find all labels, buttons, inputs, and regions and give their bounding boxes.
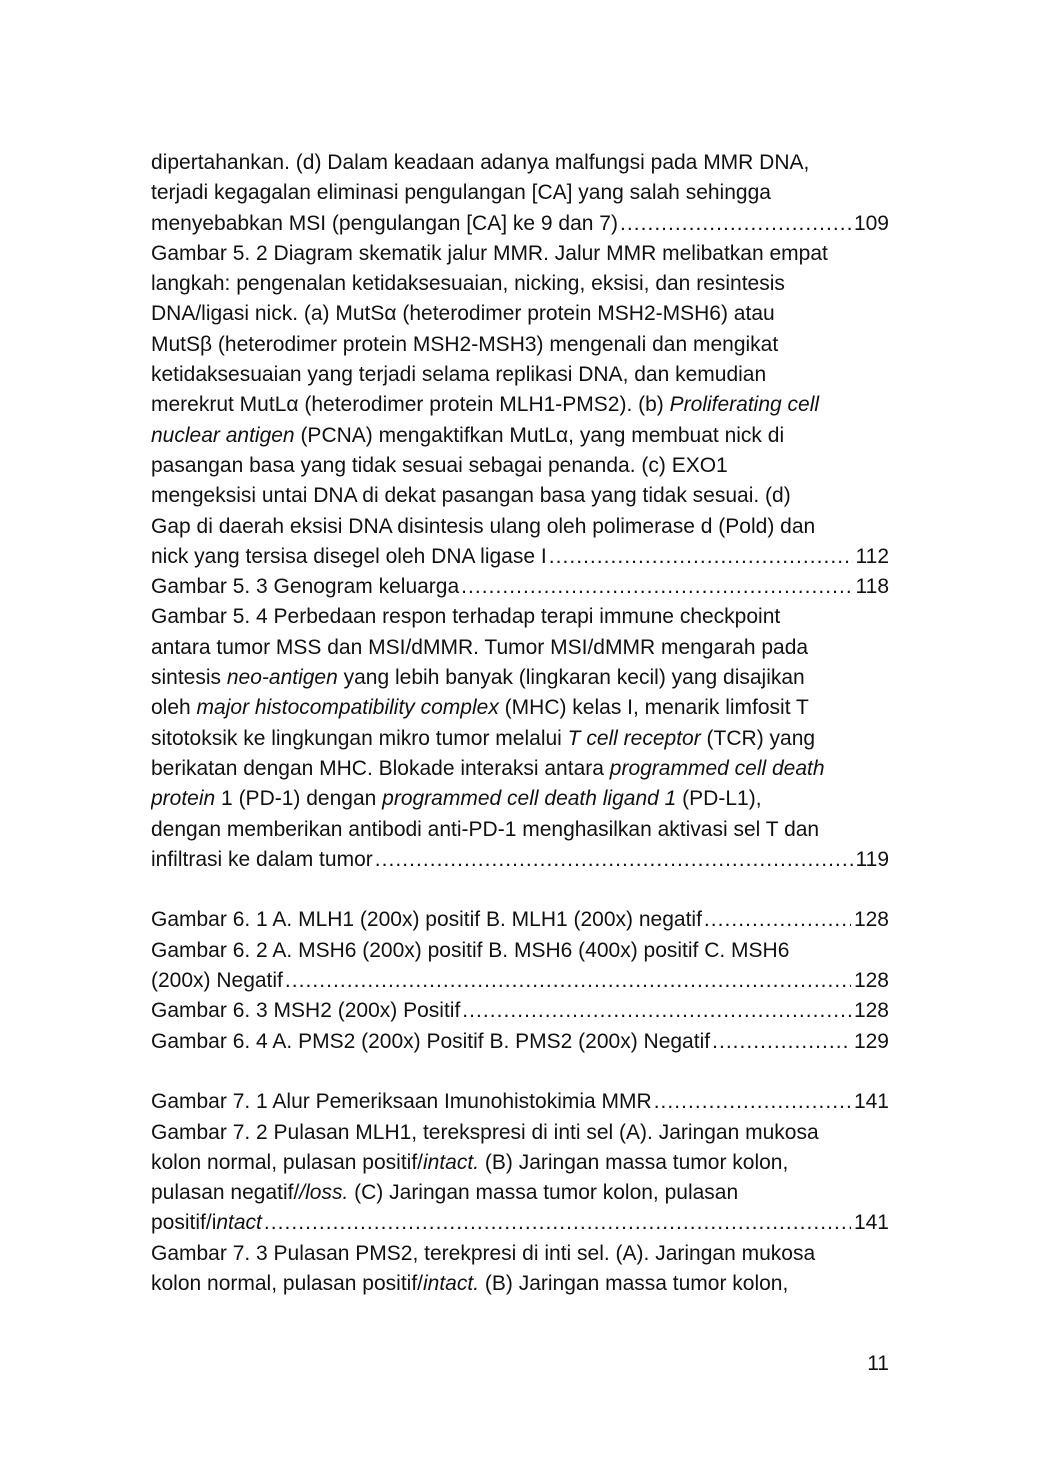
entry-text-line: ketidaksesuaian yang terjadi selama replikasi DNA, dan kemudian xyxy=(151,363,767,387)
entry-text-line: kolon normal, pulasan positif/intact. (B) Jaringan massa tumor kolon, xyxy=(151,1271,789,1295)
entry-text-line: langkah: pengenalan ketidaksesuaian, nicking, eksisi, dan resintesis xyxy=(151,272,785,296)
entry-leader-line xyxy=(151,572,889,602)
italic-term: protein xyxy=(151,787,216,811)
italic-term: Proliferating cell xyxy=(669,393,820,417)
entry-page-number: 128 xyxy=(853,969,889,993)
toc-entry[interactable] xyxy=(151,602,889,875)
dot-leader xyxy=(620,209,851,239)
toc-entry[interactable] xyxy=(151,239,889,572)
entry-text-line: pulasan negatif//loss. (C) Jaringan massa tumor kolon, pulasan xyxy=(151,1181,739,1205)
entry-page-number: 118 xyxy=(855,575,889,599)
italic-term: programmed cell death xyxy=(609,756,825,780)
entry-text-line: nuclear antigen (PCNA) mengaktifkan MutLα, yang membuat nick di xyxy=(151,423,785,447)
entry-text-line: Gambar 6. 2 A. MSH6 (200x) positif B. MSH6 (400x) positif C. MSH6 xyxy=(151,938,790,962)
toc-entry[interactable] xyxy=(151,572,889,602)
entry-text-line: protein 1 (PD-1) dengan programmed cell death ligand 1 (PD-L1), xyxy=(151,787,762,811)
entry-text: positif/intact xyxy=(151,1211,262,1235)
entry-text-line: oleh major histocompatibility complex (MHC) kelas I, menarik limfosit T xyxy=(151,696,809,720)
dot-leader xyxy=(285,966,851,996)
entry-text-line: Gap di daerah eksisi DNA disintesis ulang oleh polimerase d (Pold) dan xyxy=(151,514,816,538)
italic-term: /loss. xyxy=(299,1181,349,1205)
entry-page-number: 141 xyxy=(853,1090,889,1114)
entry-text-line: kolon normal, pulasan positif/intact. (B) Jaringan massa tumor kolon, xyxy=(151,1150,789,1174)
entry-text-line: dengan memberikan antibodi anti-PD-1 menghasilkan aktivasi sel T dan xyxy=(151,817,820,841)
entry-text-line: merekrut MutLα (heterodimer protein MLH1-PMS2). (b) Proliferating cell xyxy=(151,393,820,417)
toc-entry[interactable] xyxy=(151,936,889,997)
entry-text-line: Gambar 5. 4 Perbedaan respon terhadap terapi immune checkpoint xyxy=(151,605,781,629)
entry-text-line: Gambar 7. 2 Pulasan MLH1, terekspresi di inti sel (A). Jaringan mukosa xyxy=(151,1120,819,1144)
entry-text-line: terjadi kegagalan eliminasi pengulangan [CA] yang salah sehingga xyxy=(151,181,771,205)
entry-text: infiltrasi ke dalam tumor xyxy=(151,847,373,871)
entry-leader-line xyxy=(151,996,889,1026)
entry-text-line: sitotoksik ke lingkungan mikro tumor melalui T cell receptor (TCR) yang xyxy=(151,726,816,750)
dot-leader xyxy=(375,845,853,875)
entry-text: Gambar 7. 1 Alur Pemeriksaan Imunohistokimia MMR xyxy=(151,1090,652,1114)
italic-term: programmed cell death ligand 1 xyxy=(382,787,677,811)
toc-entry[interactable] xyxy=(151,1239,889,1300)
section-spacer xyxy=(151,1057,889,1087)
entry-page-number: 128 xyxy=(853,999,889,1023)
entry-text-line: DNA/ligasi nick. (a) MutSα (heterodimer protein MSH2-MSH6) atau xyxy=(151,302,775,326)
entry-leader-line xyxy=(151,845,889,875)
italic-term: ntact xyxy=(216,1211,262,1235)
toc-entry[interactable] xyxy=(151,148,889,239)
entry-text-line: dipertahankan. (d) Dalam keadaan adanya malfungsi pada MMR DNA, xyxy=(151,151,810,174)
entry-text: Gambar 5. 3 Genogram keluarga xyxy=(151,575,460,599)
page-number: 11 xyxy=(867,1352,889,1375)
italic-term: intact. xyxy=(423,1271,480,1295)
dot-leader xyxy=(462,996,851,1026)
italic-term: T cell receptor xyxy=(567,726,701,750)
italic-term: neo-antigen xyxy=(226,666,338,690)
entry-text-line: MutSβ (heterodimer protein MSH2-MSH3) mengenali dan mengikat xyxy=(151,332,779,356)
entry-text: Gambar 6. 1 A. MLH1 (200x) positif B. MLH1 (200x) negatif xyxy=(151,908,702,932)
italic-term: nuclear antigen xyxy=(151,423,295,447)
entry-text-line: Gambar 5. 2 Diagram skematik jalur MMR. Jalur MMR melibatkan empat xyxy=(151,241,828,265)
entry-page-number: 128 xyxy=(853,908,889,932)
entry-text: nick yang tersisa disegel oleh DNA ligase I xyxy=(151,544,547,568)
toc-entry[interactable] xyxy=(151,905,889,935)
toc-entry[interactable] xyxy=(151,1087,889,1117)
entry-leader-line xyxy=(151,542,889,572)
entry-text-line: Gambar 7. 3 Pulasan PMS2, terekpresi di inti sel. (A). Jaringan mukosa xyxy=(151,1241,816,1265)
entry-leader-line xyxy=(151,1027,889,1057)
table-of-figures xyxy=(151,148,889,1299)
entry-page-number: 141 xyxy=(853,1211,889,1235)
entry-page-number: 112 xyxy=(855,544,889,568)
entry-text-line: antara tumor MSS dan MSI/dMMR. Tumor MSI/dMMR mengarah pada xyxy=(151,635,809,659)
entry-leader-line xyxy=(151,966,889,996)
dot-leader xyxy=(654,1087,851,1117)
entry-page-number: 109 xyxy=(853,211,889,235)
entry-leader-line xyxy=(151,1087,889,1117)
entry-page-number: 119 xyxy=(855,847,889,871)
toc-entry[interactable] xyxy=(151,996,889,1026)
dot-leader xyxy=(704,905,851,935)
dot-leader xyxy=(461,572,852,602)
entry-text-line: berikatan dengan MHC. Blokade interaksi antara programmed cell death xyxy=(151,756,825,780)
toc-entry[interactable] xyxy=(151,1118,889,1239)
entry-page-number: 129 xyxy=(853,1029,889,1053)
italic-term: intact. xyxy=(423,1150,480,1174)
entry-leader-line xyxy=(151,905,889,935)
entry-leader-line xyxy=(151,1208,889,1238)
entry-text-line: pasangan basa yang tidak sesuai sebagai penanda. (c) EXO1 xyxy=(151,453,728,477)
entry-leader-line xyxy=(151,209,889,239)
entry-text: menyebabkan MSI (pengulangan [CA] ke 9 dan 7) xyxy=(151,211,618,235)
entry-text: Gambar 6. 4 A. PMS2 (200x) Positif B. PMS2 (200x) Negatif xyxy=(151,1029,711,1053)
toc-entry[interactable] xyxy=(151,1027,889,1057)
entry-text: (200x) Negatif xyxy=(151,969,283,993)
entry-text-line: sintesis neo-antigen yang lebih banyak (lingkaran kecil) yang disajikan xyxy=(151,666,805,690)
dot-leader xyxy=(549,542,853,572)
dot-leader xyxy=(712,1027,851,1057)
entry-text-line: mengeksisi untai DNA di dekat pasangan basa yang tidak sesuai. (d) xyxy=(151,484,791,508)
section-spacer xyxy=(151,875,889,905)
italic-term: major histocompatibility complex xyxy=(196,696,499,720)
entry-text: Gambar 6. 3 MSH2 (200x) Positif xyxy=(151,999,461,1023)
dot-leader xyxy=(264,1208,851,1238)
